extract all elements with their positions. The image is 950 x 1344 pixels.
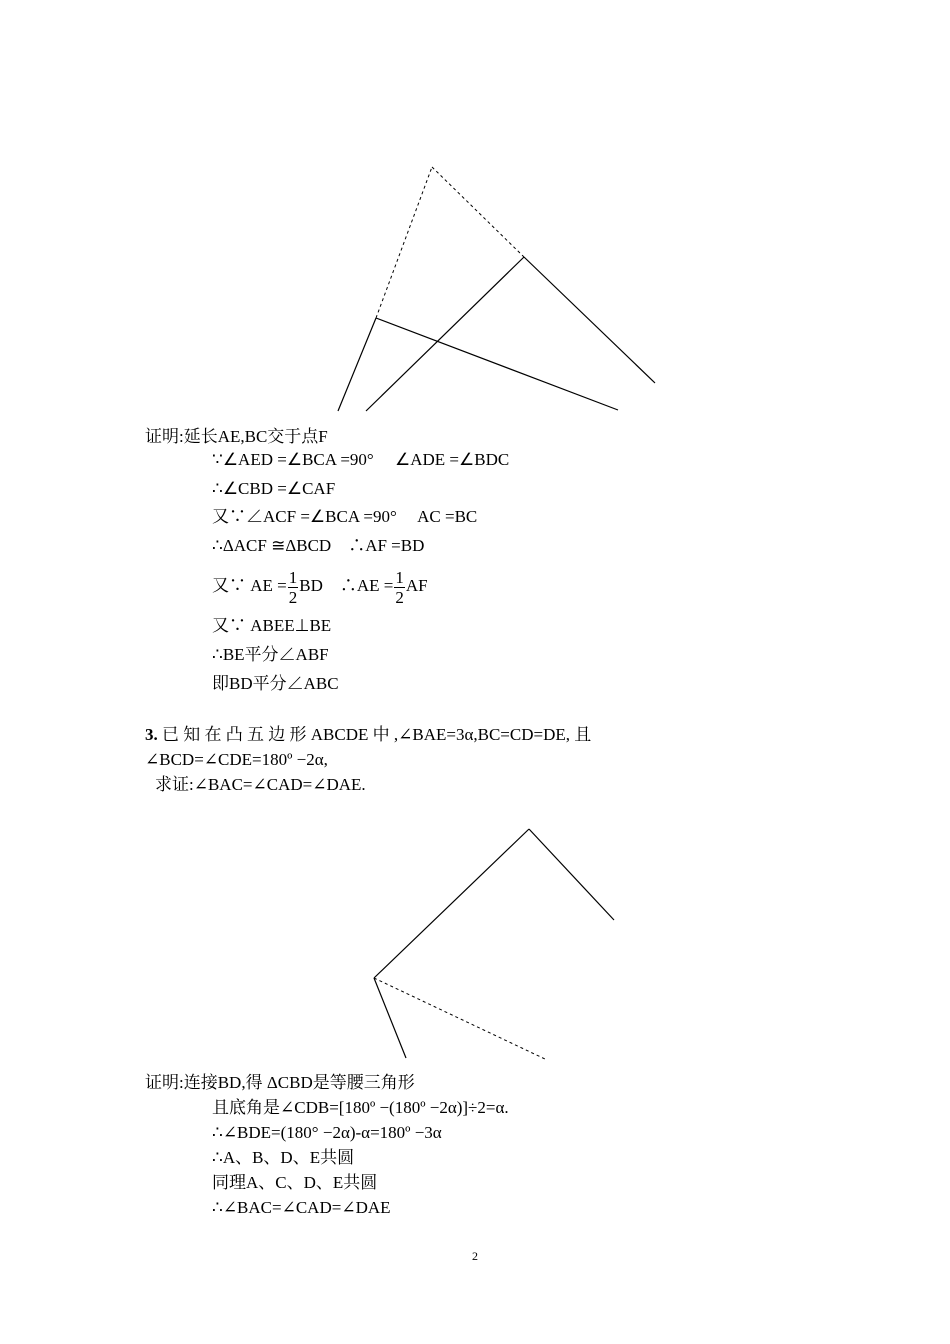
- proof-line-fraction: [212, 566, 428, 607]
- problem3-statement-line2: ∠BCD=∠CDE=180º −2α,: [145, 750, 328, 769]
- proof-line: 即BD平分∠ABC: [212, 674, 339, 693]
- fraction-numerator: 1: [288, 567, 298, 587]
- proof-line: ∴BE平分∠ABF: [212, 645, 329, 664]
- problem-number: 3.: [145, 725, 158, 744]
- proof-line: ∴∠BAC=∠CAD=∠DAE: [212, 1198, 391, 1217]
- fraction-denominator: 2: [395, 587, 404, 607]
- proof-line: ∵∠AED =∠BCA =90° ∠ADE =∠BDC: [212, 450, 510, 469]
- proof-line: 同理A、C、D、E共圆: [212, 1173, 378, 1192]
- proof-heading: 证明:连接BD,得 ΔCBD是等腰三角形: [145, 1073, 415, 1092]
- proof-line: ∴A、B、D、E共圆: [212, 1148, 355, 1167]
- proof-line: ∴∠BDE=(180° −2α)-α=180º −3α: [212, 1123, 442, 1142]
- proof-text: 又∵ AE =: [212, 576, 287, 595]
- fraction-half: [394, 568, 405, 607]
- statement-text: 已 知 在 凸 五 边 形 ABCDE 中 ,∠BAE=3α,BC=CD=DE, 且: [162, 725, 592, 744]
- page-number: 2: [472, 1249, 478, 1263]
- problem3-statement-line3: 求证:∠BAC=∠CAD=∠DAE.: [155, 775, 366, 794]
- proof-text: BD ∴AE =: [299, 576, 394, 595]
- proof-line: 且底角是∠CDB=[180º −(180º −2α)]÷2=α.: [212, 1098, 509, 1117]
- proof-heading: 证明:延长AE,BC交于点F: [145, 427, 328, 446]
- proof-line: 又∵ ABEE⊥BE: [212, 616, 332, 635]
- fraction-denominator: 2: [288, 587, 298, 607]
- fraction-numerator: 1: [395, 567, 404, 587]
- proof-line: 又∵∠ACF =∠BCA =90° AC =BC: [212, 507, 478, 526]
- proof-line: ∴∠CBD =∠CAF: [212, 479, 336, 498]
- proof-line: ∴ΔACF ≅ΔBCD ∴AF =BD: [212, 536, 425, 555]
- proof-text: AF: [405, 576, 428, 595]
- fraction-half: [288, 568, 299, 607]
- problem3-statement-line1: [145, 724, 805, 746]
